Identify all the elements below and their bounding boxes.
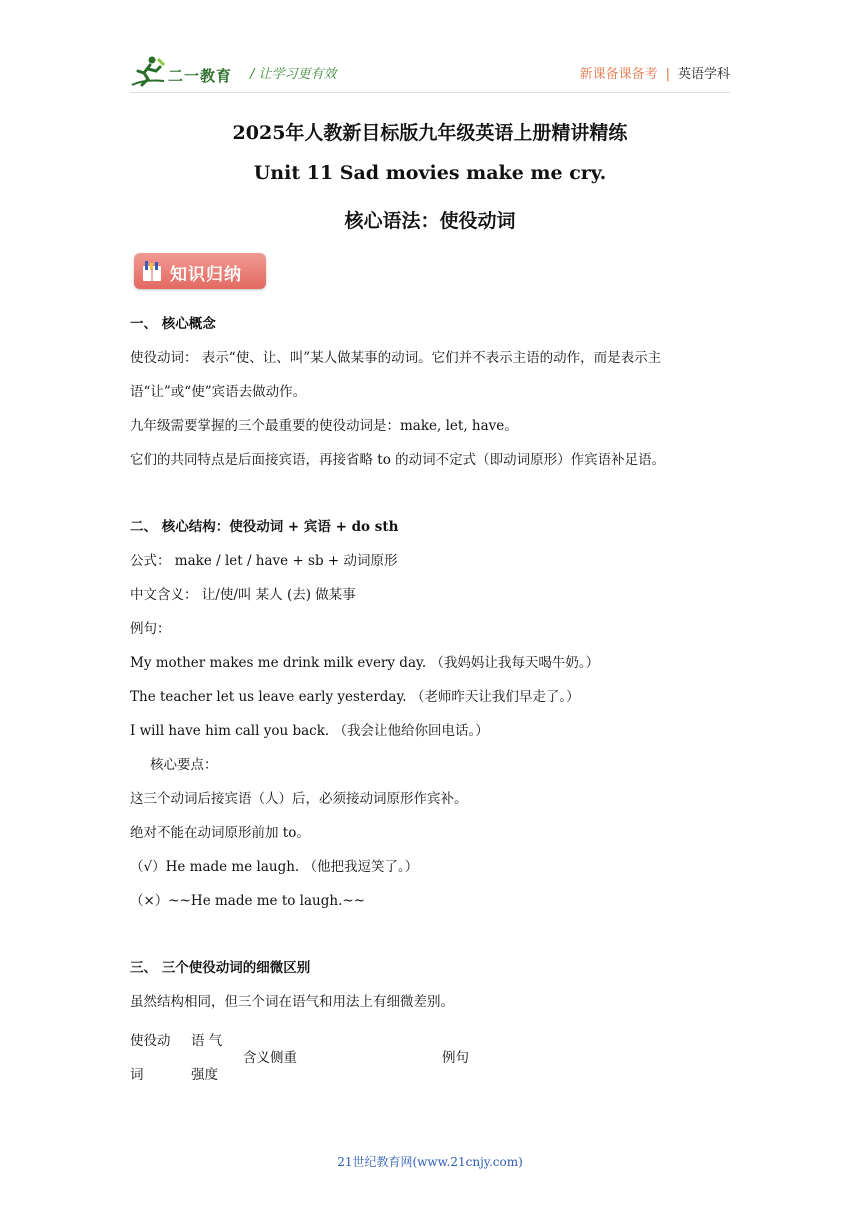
formula: 公式： make / let / have + sb + 动词原形	[130, 553, 398, 569]
example-2: The teacher let us leave early yesterday. （老师昨天让我们早走了。）	[130, 689, 580, 705]
table-header-meaning: 含义侧重	[243, 1050, 297, 1066]
runner-logo-icon	[130, 55, 166, 89]
page-footer: 21世纪教育网(www.21cnjy.com)	[337, 1155, 523, 1169]
page-header	[130, 55, 730, 91]
example-1: My mother makes me drink milk every day. （我妈妈让我每天喝牛奶。）	[130, 655, 600, 671]
book-icon	[142, 260, 162, 282]
doc-title: 2025年人教新目标版九年级英语上册精讲精练	[232, 122, 628, 144]
table-header-tone-line1: 语 气	[191, 1033, 223, 1049]
knowledge-badge	[134, 253, 266, 289]
logo	[130, 55, 250, 91]
key-point-1: 这三个动词后接宾语（人）后，必须接动词原形作宾补。	[130, 791, 468, 807]
section3-intro: 虽然结构相同，但三个词在语气和用法上有细微差别。	[130, 994, 454, 1010]
section1-p1a: 使役动词： 表示“使、让、叫”某人做某事的动词。它们并不表示主语的动作，而是表示主	[130, 350, 662, 366]
grammar-title: 核心语法：使役动词	[344, 210, 516, 232]
header-subject: 英语学科	[677, 67, 730, 82]
section2-heading: 二、 核心结构：使役动词 + 宾语 + do sth	[130, 519, 399, 535]
table-header-verb-line1: 使役动	[130, 1033, 171, 1049]
key-points-label: 核心要点：	[150, 757, 218, 773]
badge-label: 知识归纳	[170, 265, 242, 285]
header-right	[580, 63, 730, 82]
section3-heading: 三、 三个使役动词的细微区别	[130, 960, 311, 976]
section1-heading: 一、 核心概念	[130, 316, 216, 332]
examples-label: 例句：	[130, 621, 171, 637]
section1-p1b: 语“让”或“使”宾语去做动作。	[130, 384, 307, 400]
wrong-example: （×）~~He made me to laugh.~~	[130, 893, 365, 909]
key-point-2: 绝对不能在动词原形前加 to。	[130, 825, 310, 841]
section1-p2: 九年级需要掌握的三个最重要的使役动词是：make, let, have。	[130, 418, 518, 434]
table-header-tone-line2: 强度	[191, 1067, 218, 1083]
chinese-meaning: 中文含义： 让/使/叫 某人 (去) 做某事	[130, 587, 356, 603]
header-label: 新课备课备考	[579, 67, 658, 82]
logo-text: 二一教育	[168, 67, 233, 85]
unit-title: Unit 11 Sad movies make me cry.	[253, 162, 607, 184]
table-header-verb-line2: 词	[130, 1067, 144, 1083]
header-separator: |	[665, 67, 670, 82]
example-3: I will have him call you back. （我会让他给你回电话。）	[130, 723, 489, 739]
table-header-example: 例句	[442, 1050, 469, 1066]
section1-p3: 它们的共同特点是后面接宾语，再接省略 to 的动词不定式（即动词原形）作宾语补足语。	[130, 452, 666, 468]
header-divider	[130, 92, 730, 93]
slogan: / 让学习更有效	[250, 67, 337, 82]
correct-example: （√）He made me laugh. （他把我逗笑了。）	[130, 859, 419, 875]
